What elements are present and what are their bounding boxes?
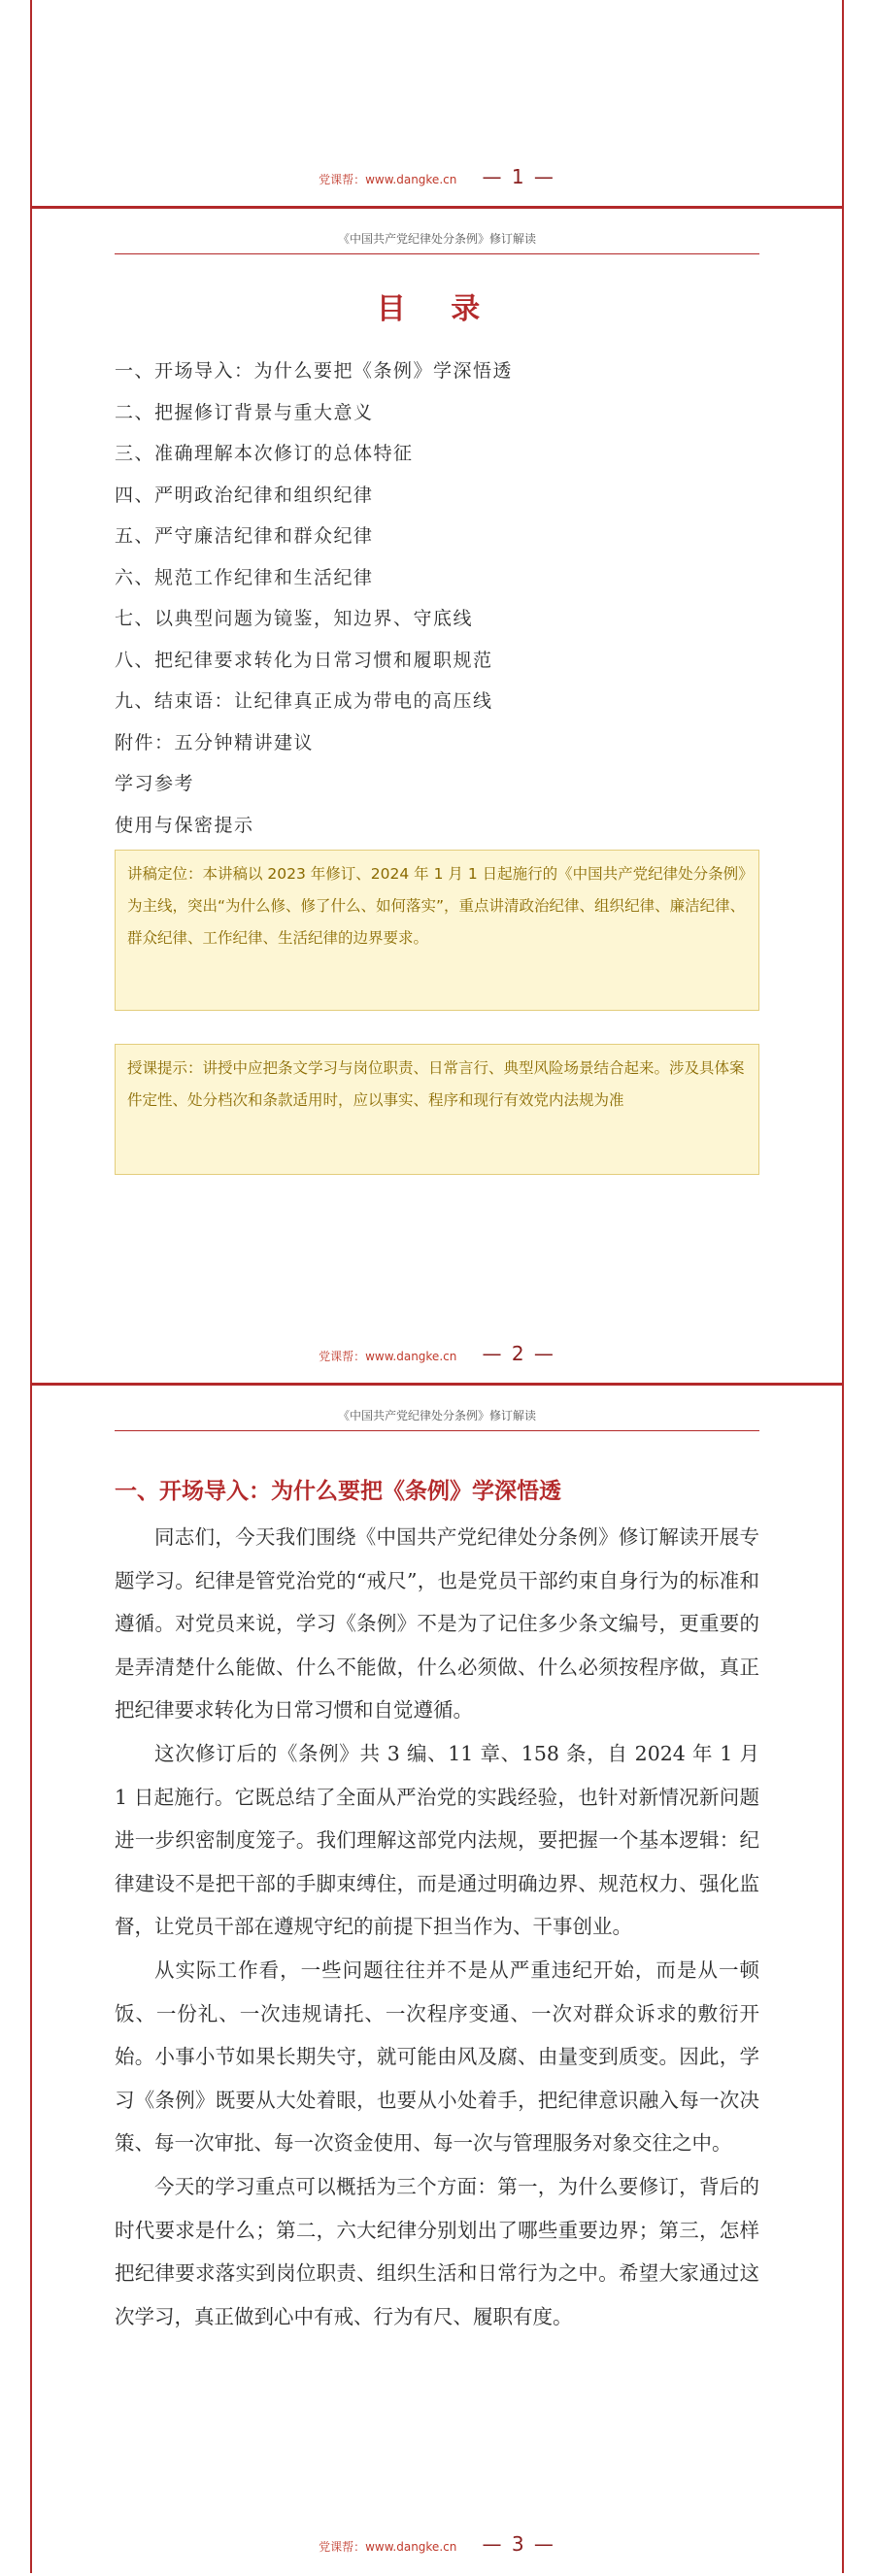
site-label: 党课帮：www.dangke.cn	[319, 173, 457, 186]
body-text	[115, 1516, 759, 2338]
paragraph: 今天的学习重点可以概括为三个方面：第一，为什么要修订，背后的时代要求是什么；第二，六大纪律分别划出了哪些重要边界；第三，怎样把纪律要求落实到岗位职责、组织生活和日常行为之中。希望大家通过这次学习，真正做到心中有戒、行为有尺、履职有度。	[115, 2174, 759, 2328]
page-footer	[32, 165, 842, 188]
page-number: — 2 —	[482, 1342, 555, 1365]
page-2	[30, 209, 844, 1386]
site-label: 党课帮：www.dangke.cn	[319, 1350, 457, 1363]
site-label: 党课帮：www.dangke.cn	[319, 2540, 457, 2554]
page-footer	[32, 1342, 842, 1365]
toc-item[interactable]: 五、严守廉洁纪律和群众纪律	[115, 525, 374, 547]
positioning-notice: 讲稿定位：本讲稿以 2023 年修订、2024 年 1 月 1 日起施行的《中国共产党纪律处分条例》为主线，突出“为什么修、修了什么、如何落实”，重点讲清政治纪律、组织纪律、廉洁纪律、群众纪律、工作纪律、生活纪律的边界要求。	[115, 850, 759, 1011]
toc-item[interactable]: 附件：五分钟精讲建议	[115, 731, 315, 753]
toc-title: 目 录	[376, 292, 498, 326]
teaching-notice: 授课提示：讲授中应把条文学习与岗位职责、日常言行、典型风险场景结合起来。涉及具体案件定性、处分档次和条款适用时，应以事实、程序和现行有效党内法规为准	[115, 1044, 759, 1175]
toc-item[interactable]: 学习参考	[115, 773, 195, 794]
running-header: 《中国共产党纪律处分条例》修订解读	[115, 1407, 759, 1431]
page-number: — 3 —	[482, 2532, 555, 2556]
section-title: 一、开场导入：为什么要把《条例》学深悟透	[115, 1479, 561, 1504]
paragraph: 这次修订后的《条例》共 3 编、11 章、158 条，自 2024 年 1 月 1 日起施行。它既总结了全面从严治党的实践经验，也针对新情况新问题进一步织密制度笼子。我们理解这部党内法规，要把握一个基本逻辑：纪律建设不是把干部的手脚束缚住，而是通过明确边界、规范权力、强化监督，让党员干部在遵规守纪的前提下担当作为、干事创业。	[115, 1741, 759, 1939]
toc-list	[115, 351, 759, 846]
toc-item[interactable]: 六、规范工作纪律和生活纪律	[115, 566, 374, 588]
page-3	[30, 1386, 844, 2573]
page-number: — 1 —	[482, 165, 555, 188]
toc-item[interactable]: 七、以典型问题为镜鉴，知边界、守底线	[115, 608, 474, 629]
toc-item[interactable]: 一、开场导入：为什么要把《条例》学深悟透	[115, 360, 514, 382]
paragraph: 从实际工作看，一些问题往往并不是从严重违纪开始，而是从一顿饭、一份礼、一次违规请托、一次程序变通、一次对群众诉求的敷衍开始。小事小节如果长期失守，就可能由风及腐、由量变到质变。因此，学习《条例》既要从大处着眼，也要从小处着手，把纪律意识融入每一次决策、每一次审批、每一次资金使用、每一次与管理服务对象交往之中。	[115, 1957, 759, 2156]
page-1	[30, 0, 844, 209]
paragraph: 同志们，今天我们围绕《中国共产党纪律处分条例》修订解读开展专题学习。纪律是管党治党的“戒尺”，也是党员干部约束自身行为的标准和遵循。对党员来说，学习《条例》不是为了记住多少条文编号，更重要的是弄清楚什么能做、什么不能做，什么必须做、什么必须按程序做，真正把纪律要求转化为日常习惯和自觉遵循。	[115, 1525, 759, 1723]
toc-item[interactable]: 三、准确理解本次修订的总体特征	[115, 443, 414, 464]
toc-item[interactable]: 使用与保密提示	[115, 814, 254, 836]
toc-item[interactable]: 九、结束语：让纪律真正成为带电的高压线	[115, 690, 493, 712]
page-footer	[32, 2532, 842, 2556]
running-header: 《中国共产党纪律处分条例》修订解读	[115, 230, 759, 254]
toc-item[interactable]: 八、把纪律要求转化为日常习惯和履职规范	[115, 649, 493, 671]
toc-item[interactable]: 二、把握修订背景与重大意义	[115, 401, 374, 423]
toc-item[interactable]: 四、严明政治纪律和组织纪律	[115, 484, 374, 506]
